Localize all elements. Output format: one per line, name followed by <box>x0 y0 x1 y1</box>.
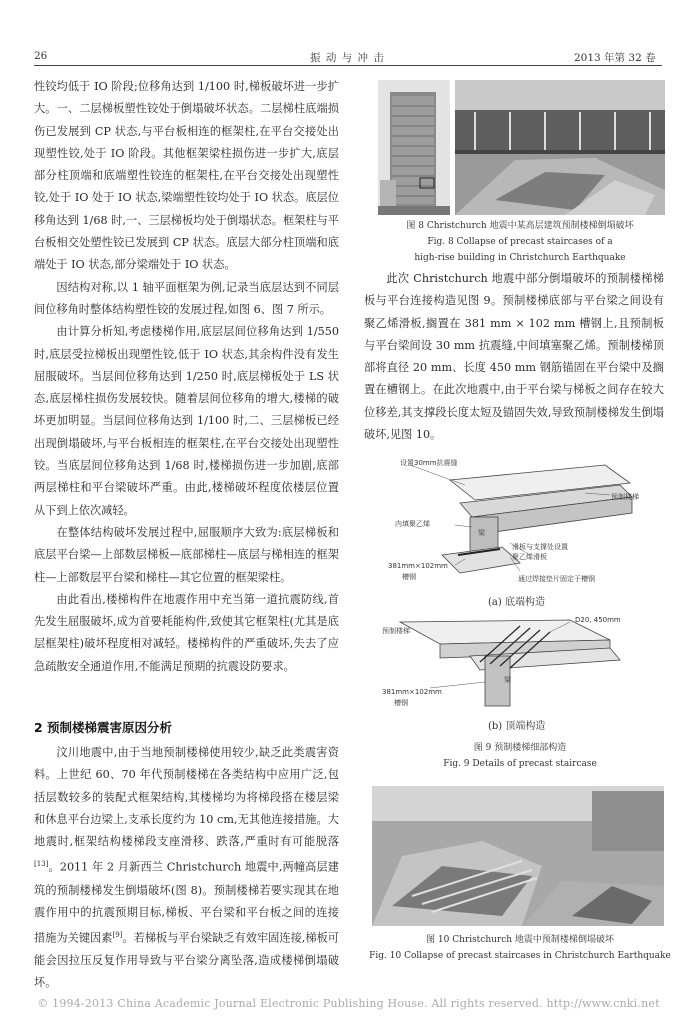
paragraph: 此次 Christchurch 地震中部分倒塌破坏的预制楼梯梯板与平台连接构造见图 9。预制楼梯底部与平台梁之间设有聚乙烯滑板,搁置在 381 mm × 102 mm 槽钢上,且预制板与平台梁间设 30 mm 抗震缝,中间填塞聚乙烯。预制楼梯顶部将直径 20 mm、长度 450 mm 钢筋锚固在平台梁中及搁置在槽钢上。在此次地震中,由于平台梁与梯板之间存在较大位移差,其支撑段长度太短及锚固失效,导致预制楼梯发生倒塌破坏,见图 10。 <box>364 272 664 442</box>
label-channel2-b: 槽钢 <box>394 699 408 707</box>
label-slide2: 聚乙烯滑板 <box>512 553 547 561</box>
label-precast-b: 预制楼梯 <box>382 627 410 635</box>
label-beam-b: 梁 <box>504 676 511 684</box>
paragraph: 性铰均低于 IO 阶段;位移角达到 1/100 时,梯板破坏进一步扩大。一、二层梯板塑性铰处于倒塌破坏状态。二层梯柱底端损伤已发展到 CP 状态,与平台板相连的框架柱,在平台交接处出现塑性铰,处于 IO 阶段。其他框架梁柱损伤进一步扩大,底层部分柱顶端和底端塑性铰连的框架柱,在平台交接处出现塑性铰,处于 IO 处于 IO 状态,梁端塑性铰均处于 IO 状态。底层位移角达到 1/68 时,一、三层梯板均处于倒塌状态。框架柱与平台板相交处塑性铰已发展到 CP 状态。底层大部分柱顶端和底端处于 IO 状态,部分梁端处于 IO 状态。 <box>34 80 339 272</box>
label-precast: 预制楼梯 <box>611 493 639 501</box>
citation[interactable]: [9] <box>112 931 123 940</box>
figure8-photo-building <box>378 80 450 215</box>
label-beam: 梁 <box>478 529 485 537</box>
figure10-caption-cn: 图 10 Christchurch 地震中预制楼梯倒塌破坏 <box>426 935 614 945</box>
figure8-photo-stairs <box>455 80 665 215</box>
figure10-photo <box>372 786 664 926</box>
figure8-caption-en-1: Fig. 8 Collapse of precast staircases of a <box>427 237 613 247</box>
label-bar: D20, 450mm <box>575 616 621 624</box>
figure9a-subcaption: (a) 底端构造 <box>488 597 545 608</box>
label-slide: 滑板与支撑处设置 <box>512 543 568 551</box>
page-number: 26 <box>34 50 48 62</box>
figure9-caption-cn: 图 9 预制楼梯细部构造 <box>473 743 567 753</box>
paragraph: 在整体结构破坏发展过程中,屈服顺序大致为:底层梯板和底层平台梁—上部数层梯板—底部梯柱—底层与梯相连的框架柱—上部数层平台梁和梯柱—其它位置的框架梁柱。 <box>34 525 339 584</box>
label-channel2: 槽钢 <box>402 573 416 581</box>
label-weld: 通过焊接垫片固定于槽钢 <box>518 575 595 583</box>
copyright-footer: © 1994-2013 China Academic Journal Electronic Publishing House. All rights reserved. http://www.cnki.net <box>37 997 660 1010</box>
figure8-caption-en-2: high-rise building in Christchurch Earthquake <box>414 253 626 263</box>
header-rule <box>34 65 662 66</box>
section-title: 2 预制楼梯震害原因分析 <box>34 720 173 735</box>
figure10-caption-en: Fig. 10 Collapse of precast staircases in Christchurch Earthquake <box>369 951 671 961</box>
section-text <box>34 742 339 995</box>
left-column-text <box>34 76 339 678</box>
label-channel: 381mm×102mm <box>388 562 448 570</box>
label-channel-b: 381mm×102mm <box>382 688 442 696</box>
journal-title: 振 动 与 冲 击 <box>310 52 385 64</box>
right-column-text <box>364 268 664 446</box>
figure8-caption-cn: 图 8 Christchurch 地震中某高层建筑预制楼梯倒塌破坏 <box>406 221 634 231</box>
paragraph: 由计算分析知,考虑楼梯作用,底层层间位移角达到 1/550 时,底层受拉梯板出现塑性铰,低于 IO 状态,其余构件没有发生屈服破坏。当层间位移角达到 1/250 时,底层梯板处于 LS 状态,底层梯柱损伤发展较快。随着层间位移角的增大,楼梯的破坏更加明显。当层间位移角达到 1/100 时,二、三层梯板已经出现倒塌破坏,与平台板相连的框架柱,在平台交接处出现塑性铰。当底层间位移角达到 1/68 时,楼梯损伤进一步加剧,底部两层梯柱和平台梁破坏严重。由此,楼梯破坏程度依楼层位置从下到上依次减轻。 <box>34 325 339 517</box>
figure9-caption-en: Fig. 9 Details of precast staircase <box>443 759 597 769</box>
paragraph: 由此看出,楼梯构件在地震作用中充当第一道抗震防线,首先发生屈服破坏,成为首要耗能构件,致使其它框架柱(尤其是底层框架柱)破坏程度相对减轻。楼梯构件的严重破坏,失去了应急疏散安全通道作用,不能满足预期的抗震设防要求。 <box>34 592 339 673</box>
figure9b-subcaption: (b) 顶端构造 <box>488 721 546 732</box>
label-gap: 设置30mm抗震缝 <box>400 459 458 467</box>
figure9b-diagram <box>370 612 670 712</box>
label-poly: 内填聚乙烯 <box>395 520 430 528</box>
paragraph: 汶川地震中,由于当地预制楼梯使用较少,缺乏此类震害资料。上世纪 60、70 年代预制楼梯在各类结构中应用广泛,包括层数较多的装配式框架结构,其楼梯均为将梯段搭在楼层梁和休息平台边梁上,支承长度约为 10 cm,无其他连接措施。大地震时,框架结构楼梯段支座滑移、跌落,严重时有可能脱落[13]。2011 年 2 月新西兰 Christchurch 地震中,两幢高层建筑的预制楼梯发生倒塌破坏(图 8)。预制楼梯若要实现其在地震作用中的抗震预期目标,梯板、平台梁和平台板之间的连接措施为关键因素[9]。若梯板与平台梁缺乏有效牢固连接,梯板可能会因拉压反复作用导致与平台梁分离坠落,造成楼梯倒塌破坏。 <box>34 746 339 990</box>
paragraph: 因结构对称,以 1 轴平面框架为例,记录当底层达到不同层间位移角时整体结构塑性铰的发展过程,如图 6、图 7 所示。 <box>34 280 339 316</box>
citation[interactable]: [13] <box>34 860 49 869</box>
volume-info: 2013 年第 32 卷 <box>574 52 656 64</box>
